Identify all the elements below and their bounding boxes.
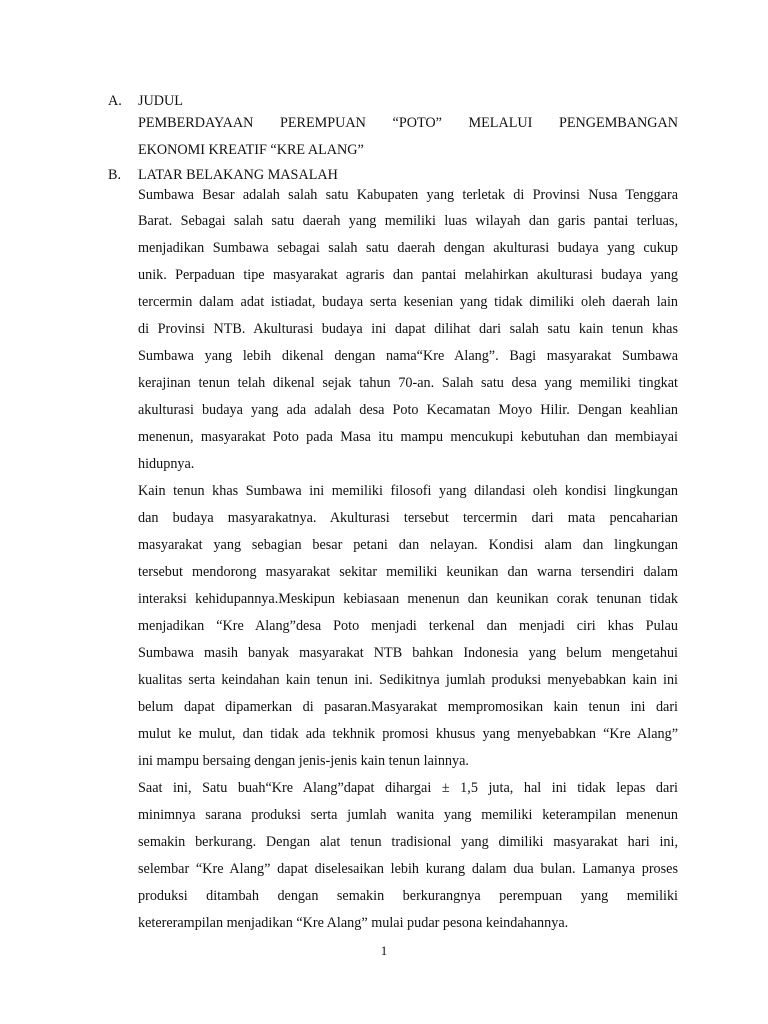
section-b-title: LATAR BELAKANG MASALAH	[138, 167, 338, 183]
paragraph-2-line: menjadikan “Kre Alang”desa Poto menjadi terkenal dan menjadi ciri khas Pulau	[138, 618, 678, 634]
paragraph-1-line: Sumbawa yang lebih dikenal dengan nama“Kre Alang”. Bagi masyarakat Sumbawa	[138, 348, 678, 364]
paragraph-1-line: menenun, masyarakat Poto pada Masa itu mampu mencukupi kebutuhan dan membiayai	[138, 429, 678, 445]
paragraph-1-line: menjadikan Sumbawa sebagai salah satu daerah dengan akulturasi budaya yang cukup	[138, 240, 678, 256]
paragraph-2-line: kualitas serta keindahan kain tenun ini. Sedikitnya jumlah produksi menyebabkan kain ini	[138, 672, 678, 688]
paragraph-3-line: selembar “Kre Alang” dapat diselesaikan lebih kurang dalam dua bulan. Lamanya proses	[138, 861, 678, 877]
paragraph-2-line: Sumbawa masih banyak masyarakat NTB bahkan Indonesia yang belum mengetahui	[138, 645, 678, 661]
paragraph-3-line: ketererampilan menjadikan “Kre Alang” mulai pudar pesona keindahannya.	[138, 915, 569, 931]
paragraph-2-line: masyarakat yang sebagian besar petani dan nelayan. Kondisi alam dan lingkungan	[138, 537, 678, 553]
paragraph-1-line: akulturasi budaya yang ada adalah desa Poto Kecamatan Moyo Hilir. Dengan keahlian	[138, 402, 678, 418]
paragraph-1-line: di Provinsi NTB. Akulturasi budaya ini dapat dilihat dari salah satu kain tenun khas	[138, 321, 678, 337]
paragraph-1-line: unik. Perpaduan tipe masyarakat agraris dan pantai melahirkan akulturasi budaya yang	[138, 267, 678, 283]
section-b-heading	[108, 166, 338, 184]
paragraph-1-line: Sumbawa Besar adalah salah satu Kabupaten yang terletak di Provinsi Nusa Tenggara	[138, 187, 678, 203]
paragraph-1-line: tercermin dalam adat istiadat, budaya serta kesenian yang tidak dimiliki oleh daerah lain	[138, 294, 678, 310]
title-line-1: PEMBERDAYAAN PEREMPUAN “POTO” MELALUI PENGEMBANGAN	[138, 115, 678, 131]
title-line-2: EKONOMI KREATIF “KRE ALANG”	[138, 142, 364, 158]
paragraph-2-line: tersebut mendorong masyarakat sekitar memiliki keunikan dan warna tersendiri dalam	[138, 564, 678, 580]
paragraph-3-line: minimnya sarana produksi serta jumlah wanita yang memiliki keterampilan menenun	[138, 807, 678, 823]
paragraph-1-line: Barat. Sebagai salah satu daerah yang memiliki luas wilayah dan garis pantai terluas,	[138, 213, 678, 229]
section-a-heading	[108, 92, 183, 110]
paragraph-2-line: mulut ke mulut, dan tidak ada tekhnik promosi khusus yang menyebabkan “Kre Alang”	[138, 726, 678, 742]
page-number: 1	[380, 943, 388, 958]
paragraph-3-line: semakin berkurang. Dengan alat tenun tradisional yang dimiliki masyarakat hari ini,	[138, 834, 678, 850]
paragraph-2-line: dan budaya masyarakatnya. Akulturasi tersebut tercermin dari mata pencaharian	[138, 510, 678, 526]
paragraph-2-line: ini mampu bersaing dengan jenis-jenis kain tenun lainnya.	[138, 753, 469, 769]
paragraph-1-line: kerajinan tenun telah dikenal sejak tahun 70-an. Salah satu desa yang memiliki tingkat	[138, 375, 678, 391]
paragraph-2-line: interaksi kehidupannya.Meskipun kebiasaan menenun dan keunikan corak tenunan tidak	[138, 591, 678, 607]
section-a-title: JUDUL	[138, 93, 183, 109]
paragraph-3-line: Saat ini, Satu buah“Kre Alang”dapat dihargai ± 1,5 juta, hal ini tidak lepas dari	[138, 780, 678, 796]
paragraph-2-line: belum dapat dipamerkan di pasaran.Masyarakat mempromosikan kain tenun ini dari	[138, 699, 678, 715]
paragraph-1-line: hidupnya.	[138, 456, 195, 472]
paragraph-3-line: produksi ditambah dengan semakin berkurangnya perempuan yang memiliki	[138, 888, 678, 904]
section-a-marker: A.	[108, 93, 122, 109]
paragraph-2-line: Kain tenun khas Sumbawa ini memiliki filosofi yang dilandasi oleh kondisi lingkungan	[138, 483, 678, 499]
section-b-marker: B.	[108, 167, 122, 183]
